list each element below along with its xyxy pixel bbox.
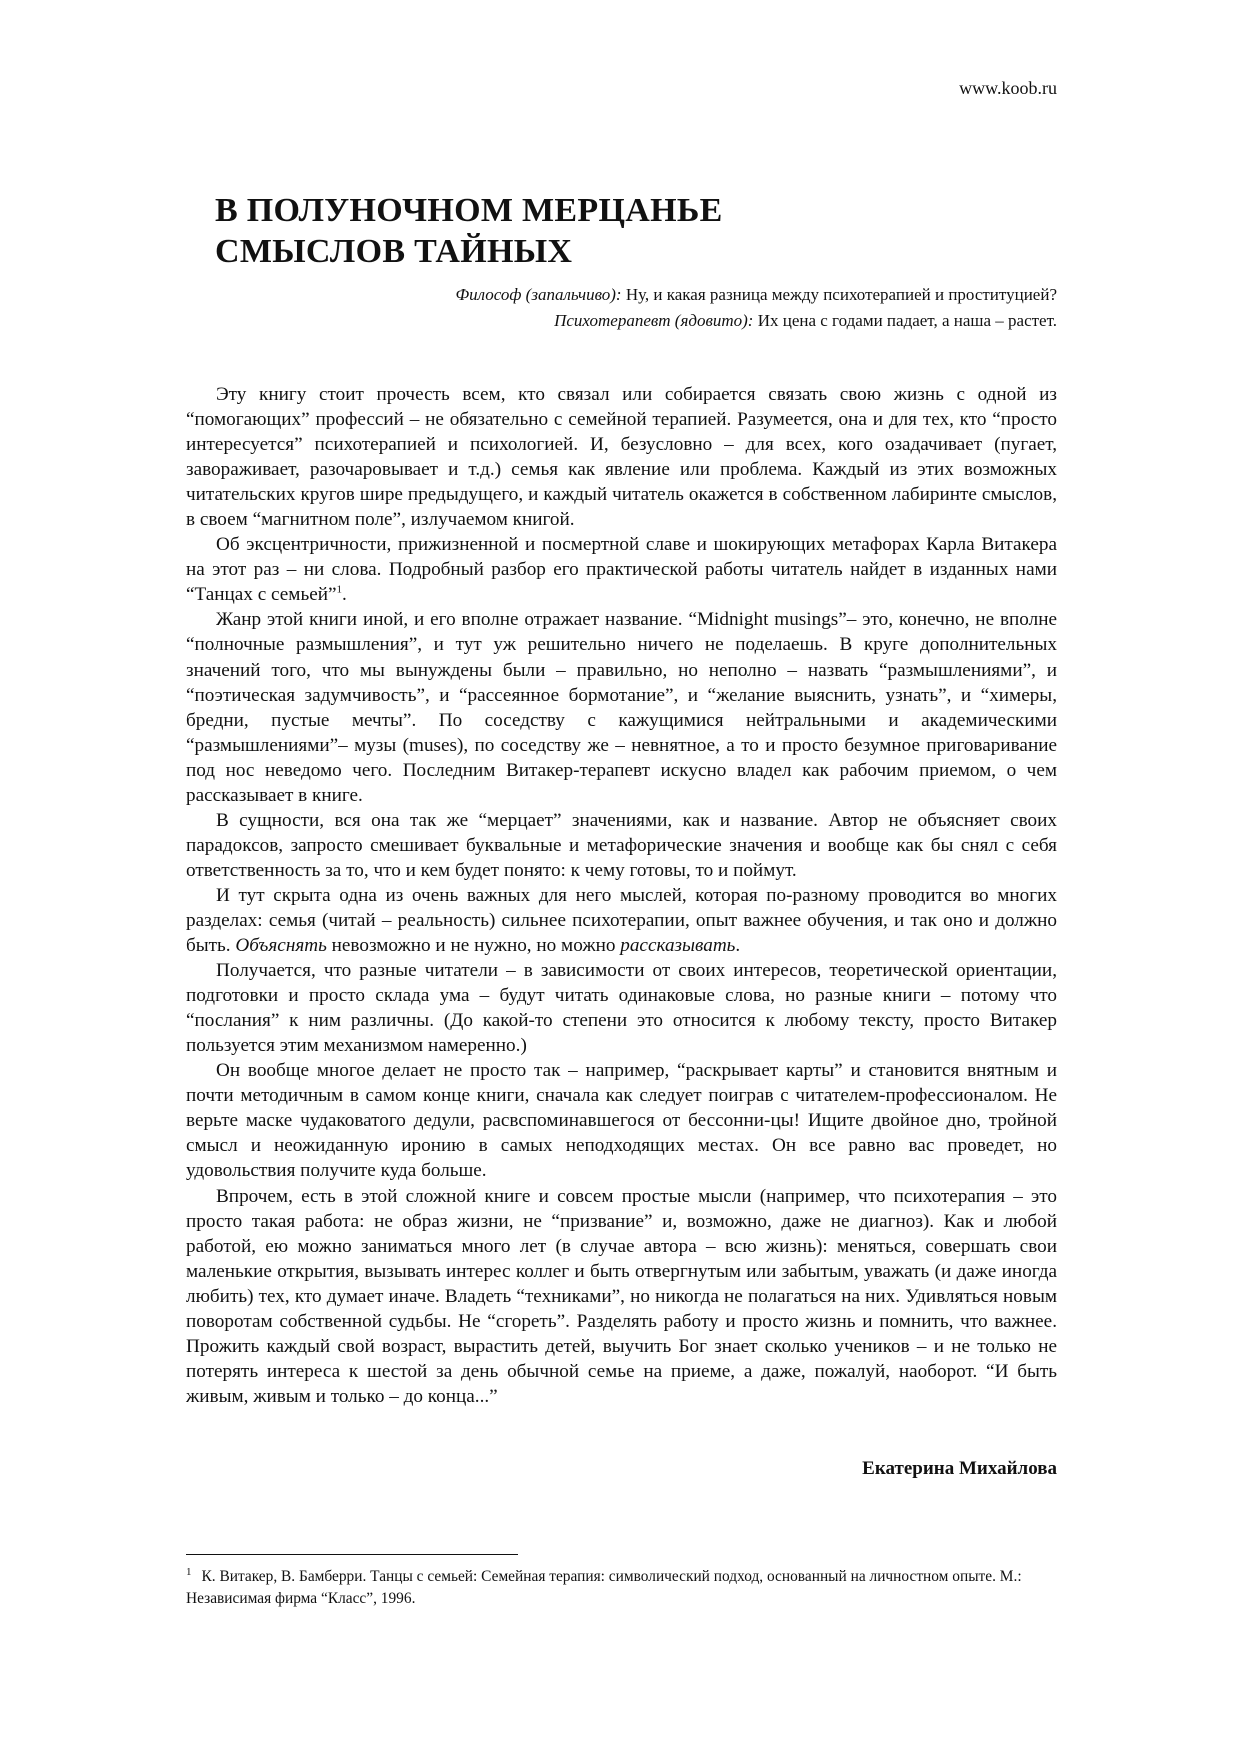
epigraph xyxy=(455,282,1057,334)
footnote-text: К. Витакер, В. Бамберри. Танцы с семьей: Семейная терапия: символический подход, основанный на личностном опыте. М.: Независимая фирма “Класс”, 1996. xyxy=(186,1568,1022,1607)
footnote-reference[interactable]: 1 xyxy=(336,583,342,596)
footnote-divider xyxy=(186,1554,518,1555)
title-line-1: В ПОЛУНОЧНОМ МЕРЦАНЬЕ xyxy=(215,192,723,229)
paragraph-text: . xyxy=(735,935,741,957)
epigraph-speaker: Психотерапевт (ядовито): xyxy=(554,311,754,330)
paragraph: В сущности, вся она так же “мерцает” значениями, как и название. Автор не объясняет своих парадоксов, запросто смешивает буквальные и метафорические значения и вообще как бы снял с себя ответственность за то, что и кем будет понято: к чему готовы, то и поймут. xyxy=(186,809,1057,881)
emphasis: Объяснять xyxy=(235,935,327,957)
paragraph xyxy=(186,883,1057,958)
site-url: www.koob.ru xyxy=(959,78,1057,98)
emphasis: рассказывать xyxy=(620,935,736,957)
title-line-2: СМЫСЛОВ ТАЙНЫХ xyxy=(215,233,573,270)
body-text xyxy=(186,382,1057,1409)
paragraph-text: Об эксцентричности, прижизненной и посмертной славе и шокирующих метафорах Карла Витакера на этот раз – ни слова. Подробный разбор его практической работы читатель найдет в изданных нами “Танцах с семьей” xyxy=(186,534,1057,606)
paragraph: Получается, что разные читатели – в зависимости от своих интересов, теоретической ориентации, подготовки и просто склада ума – будут читать одинаковые слова, но разные книги – потому что “послания” к ним различны. (До какой-то степени это относится к любому тексту, просто Витакер пользуется этим механизмом намеренно.) xyxy=(186,960,1057,1057)
paragraph xyxy=(186,532,1057,607)
paragraph: Эту книгу стоит прочесть всем, кто связал или собирается связать свою жизнь с одной из “помогающих” профессий – не обязательно с семейной терапией. Разумеется, она и для тех, кто “просто интересуется” психотерапией и психологией. И, безусловно – для всех, кого озадачивает (пугает, завораживает, разочаровывает и т.д.) семья как явление или проблема. Каждый из этих возможных читательских кругов шире предыдущего, и каждый читатель окажется в собственном лабиринте смыслов, в своем “магнитном поле”, излучаемом книгой. xyxy=(186,384,1057,531)
paragraph: Он вообще многое делает не просто так – например, “раскрывает карты” и становится внятным и почти методичным в самом конце книги, сначала как следует поиграв с читателем-профессионалом. Не верьте маске чудаковатого дедули, расвспоминавшегося от бессонни-цы! Ищите двойное дно, тройной смысл и неожиданную иронию в самых неподходящих местах. Он все равно вас проведет, но удовольствия получите куда больше. xyxy=(186,1060,1057,1182)
page-title xyxy=(215,190,723,272)
paragraph-text: невозможно и не нужно, но можно xyxy=(326,935,621,957)
epigraph-text: Ну, и какая разница между психотерапией и проституцией? xyxy=(621,285,1057,304)
footnote xyxy=(186,1566,1057,1610)
paragraph-text: И тут скрыта одна из очень важных для него мыслей, которая по-разному проводится во многих разделах: семья (читай – реальность) сильнее психотерапии, опыт важнее обучения, и так оно и должно быть. xyxy=(186,884,1057,957)
author-signature: Екатерина Михайлова xyxy=(862,1458,1057,1479)
paragraph-text: . xyxy=(342,584,347,606)
epigraph-text: Их цена с годами падает, а наша – растет. xyxy=(753,311,1057,330)
paragraph: Жанр этой книги иной, и его вполне отражает название. “Midnight musings”– это, конечно, не вполне “полночные размышления”, и тут уж решительно ничего не поделаешь. В круге дополнительных значений того, что мы вынуждены были – правильно, но неполно – назвать “размышлениями”, и “поэтическая задумчивость”, и “рассеянное бормотание”, и “желание выяснить, узнать”, и “химеры, бредни, пустые мечты”. По соседству с кажущимися нейтральными и академическими “размышлениями”– музы (muses), по соседству же – невнятное, а то и просто безумное приговаривание под нос неведомо чего. Последним Витакер-терапевт искусно владел как рабочим приемом, о чем рассказывает в книге. xyxy=(186,609,1057,806)
epigraph-line xyxy=(455,282,1057,308)
paragraph: Впрочем, есть в этой сложной книге и совсем простые мысли (например, что психотерапия – это просто такая работа: не образ жизни, не “призвание” и, возможно, даже не диагноз). Как и любой работой, ею можно заниматься много лет (в случае автора – всю жизнь): меняться, совершать свои маленькие открытия, вызывать интерес коллег и быть отвергнутым или забытым, уважать (и даже иногда любить) тех, кто думает иначе. Владеть “техниками”, но никогда не полагаться на них. Удивляться новым поворотам собственной судьбы. Не “сгореть”. Разделять работу и просто жизнь и помнить, что важнее. Прожить каждый свой возраст, вырастить детей, выучить Бог знает сколько учеников – и не только не потерять интереса к шестой за день обычной семье на приеме, а даже, пожалуй, наоборот. “И быть живым, живым и только – до конца...” xyxy=(186,1185,1057,1407)
epigraph-speaker: Философ (запальчиво): xyxy=(455,285,622,304)
epigraph-line xyxy=(455,308,1057,334)
footnote-mark: 1 xyxy=(186,1565,192,1578)
